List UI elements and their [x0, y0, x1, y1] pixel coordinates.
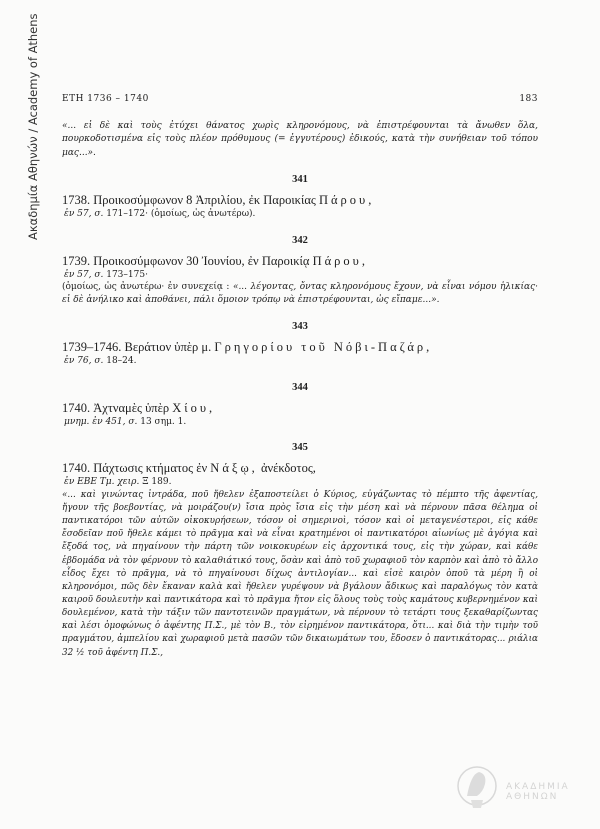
entry-title-main: 1740. Ἀχτναμὲς ὑπὲρ — [62, 400, 170, 415]
section-number: 345 — [292, 442, 308, 454]
entry-note — [62, 281, 538, 307]
entry-title-place: Χίου, — [172, 400, 216, 415]
ref-source: ἐν 57, σ. — [64, 209, 104, 220]
note-quote: «... λέγοντας, ὄντας κληρονόμους ἔχουν, νὰ εἶναι νόμου ἡλικίας· εἰ δὲ ἀνήλικο καὶ ἀποθάνει, πάλι ὅμοιον τρόπῳ νὰ ἐπιστρέφουνται, ὡς εἴπαμε...». — [62, 282, 538, 306]
ref-note: (ὁμοίως, ὡς ἀνωτέρω). — [150, 209, 256, 220]
entry-342 — [62, 235, 538, 308]
academy-emblem-icon — [454, 760, 500, 816]
entry-title-main: 1739. Προικοσύμφωνον 30 Ἰουνίου, ἐν Παροικίᾳ — [62, 253, 310, 268]
entry-title-main: 1739–1746. Βεράτιον ὑπὲρ μ. — [62, 340, 212, 355]
entry-title — [62, 339, 538, 355]
entry-title-main: 1738. Προικοσύμφωνον 8 Ἀπριλίου, ἐκ Παροικίας — [62, 193, 316, 208]
entry-title-tail: ἀνέκδοτος, — [260, 461, 316, 476]
entry-title-main: 1740. Πάχτωσις κτήματος ἐν — [62, 461, 208, 476]
entry-reference — [64, 355, 538, 368]
ref-source: ἐν 76, σ. — [64, 356, 104, 367]
section-number: 341 — [292, 174, 308, 186]
entry-title — [62, 253, 538, 269]
entry-title-name: Γρηγορίου τοῦ Νόβι-Παζάρ, — [214, 340, 433, 355]
ref-source: ἐν ΕΒΕ Τμ. χειρ. — [64, 477, 140, 488]
long-quote: «... καὶ γινώντας ἰντράδα, ποῦ ἤθελεν ἐξαποστείλει ὁ Κύριος, εὐγάζωντας τὸ πέμπτο τῆς ἀφεντίας, ἤγουν τῆς βοεβοντίας, νὰ μοιράζου(ν) ἴσια πρὸς ἴσια εἰς τὴν μέση καὶ νὰ πέρνουν πᾶσα θέλημα οἱ παντικατόροι τῶν αὐτῶν οἰκοκυρήσεων, τόσον οἱ σημερινοὶ, τόσον καὶ οἱ μεταγενέστεροι, εἰς κάθε ἔσοδεῖαν ποῦ ἤθελε κάμει τὸ πρᾶγμα καὶ νὰ εἶναι κρατημένοι οἱ παντικατόροι αἰωνίως μὲ ἀγόγια καὶ ἔξοδά τος, νὰ πηγαίνουν τὴν πάρτη τῶν νοικοκυρέων εἰς ἀρχοντικά τους, εἰς τὴν χώραν, καὶ κάθε ἑβδομάδα νὰ τὸν φέρνουν τὸ καλαθιάτικό τους, ὅσὰν καὶ ἀπὸ τοῦ χωραφιοῦ τὸν καρπὸν καὶ ἀπὸ τὸ ἄλλο εἶδος ἔχει τὸ πρᾶγμα, νὰ τὸ πηγαίνουσι δίχως ἀντιλογίαν... καὶ εἰσὲ καιρὸν ὁποῦ τὰ μέρη ἢ οἱ κληρονόμοι, πῶς δὲν ἔκαναν καλὰ καὶ ἤθελεν γυρέψουν νὰ βγάλουν ἄδικως καὶ παραλόγως τὸν κατὰ καιροῦ δουλευτὴν καὶ παντικάτορα καὶ τὸ πρᾶγμα ἤτον εἰς ὅλους τοὺς τοὺς καμάτους κυβερνημένον καὶ δουλεμένον, κατὰ τὴν τάξιν τῶν παντοτεινῶν πραγμάτων, νὰ πέρνουν τὸ τετάρτι τους ξεκαθαρίζωντας καὶ λέσι ὁμοφώνως ὁ ἀφέντης Π.Σ., μὲ τὸν Β., τὸν εἰρημένον παντικάτορα, ὅτι... καὶ διὰ τὴν τιμὴν τοῦ πραγμάτου, ἀμπελίου καὶ χωραφιοῦ μετὰ πασῶν τῶν δικαιωμάτων του, ἔδοσεν ὁ παντικάτορας... ριάλια 32 ½ τοῦ ἀφέντη Π.Σ., — [62, 489, 538, 658]
entry-title-place: Νάξῳ, — [210, 461, 258, 476]
academy-watermark — [454, 760, 594, 820]
page-number: 183 — [519, 94, 538, 104]
entry-343 — [62, 321, 538, 368]
entry-344 — [62, 382, 538, 429]
ref-source: μνημ. ἐν 451, σ. — [64, 416, 138, 427]
intro-quote: «... εἰ δὲ καὶ τοὺς ἐτύχει θάνατος χωρὶς κληρονόμους, νὰ ἐπιστρέφουνται τὰ ἄνωθεν ὅλα, πουρκοδοτισμένα εἰς τοὺς πλέον πρόθυμους (= ἐγγυτέρους) ἐδικούς, κατὰ τὴν συνήθειαν τοῦ τόπου μας...». — [62, 121, 538, 158]
page-content — [62, 120, 538, 660]
side-label: Ακαδημία Αθηνών / Academy of Athens — [26, 13, 40, 240]
entry-reference — [64, 416, 538, 429]
entry-reference — [64, 269, 538, 282]
section-number: 343 — [292, 321, 308, 333]
entry-reference — [64, 208, 538, 221]
header-title: ΕΤΗ 1736 – 1740 — [62, 94, 149, 104]
entry-341 — [62, 174, 538, 221]
watermark-text: ΑΚΑΔΗΜΙΑ ΑΘΗΝΩΝ — [506, 782, 570, 802]
entry-title-place: Πάρου, — [312, 253, 368, 268]
section-number: 342 — [292, 234, 308, 246]
entry-title-place: Πάρου, — [318, 193, 375, 208]
note-plain: (ὁμοίως, ὡς ἀνωτέρω· ἐν συνεχείᾳ : — [62, 282, 230, 293]
entry-title — [62, 192, 538, 208]
ref-pages: 171–172· — [106, 209, 148, 220]
ref-source: ἐν 57, σ. — [64, 269, 104, 280]
ref-pages: 18–24. — [106, 356, 137, 367]
ref-pages: 13 σημ. 1. — [140, 416, 187, 427]
running-header — [62, 94, 538, 108]
ref-pages: 173–175· — [106, 269, 148, 280]
section-number: 344 — [292, 381, 308, 393]
entry-title — [62, 460, 538, 476]
entry-title — [62, 400, 538, 416]
entry-reference — [64, 476, 538, 489]
ref-pages: Ξ 189. — [142, 477, 172, 488]
entry-345 — [62, 442, 538, 660]
